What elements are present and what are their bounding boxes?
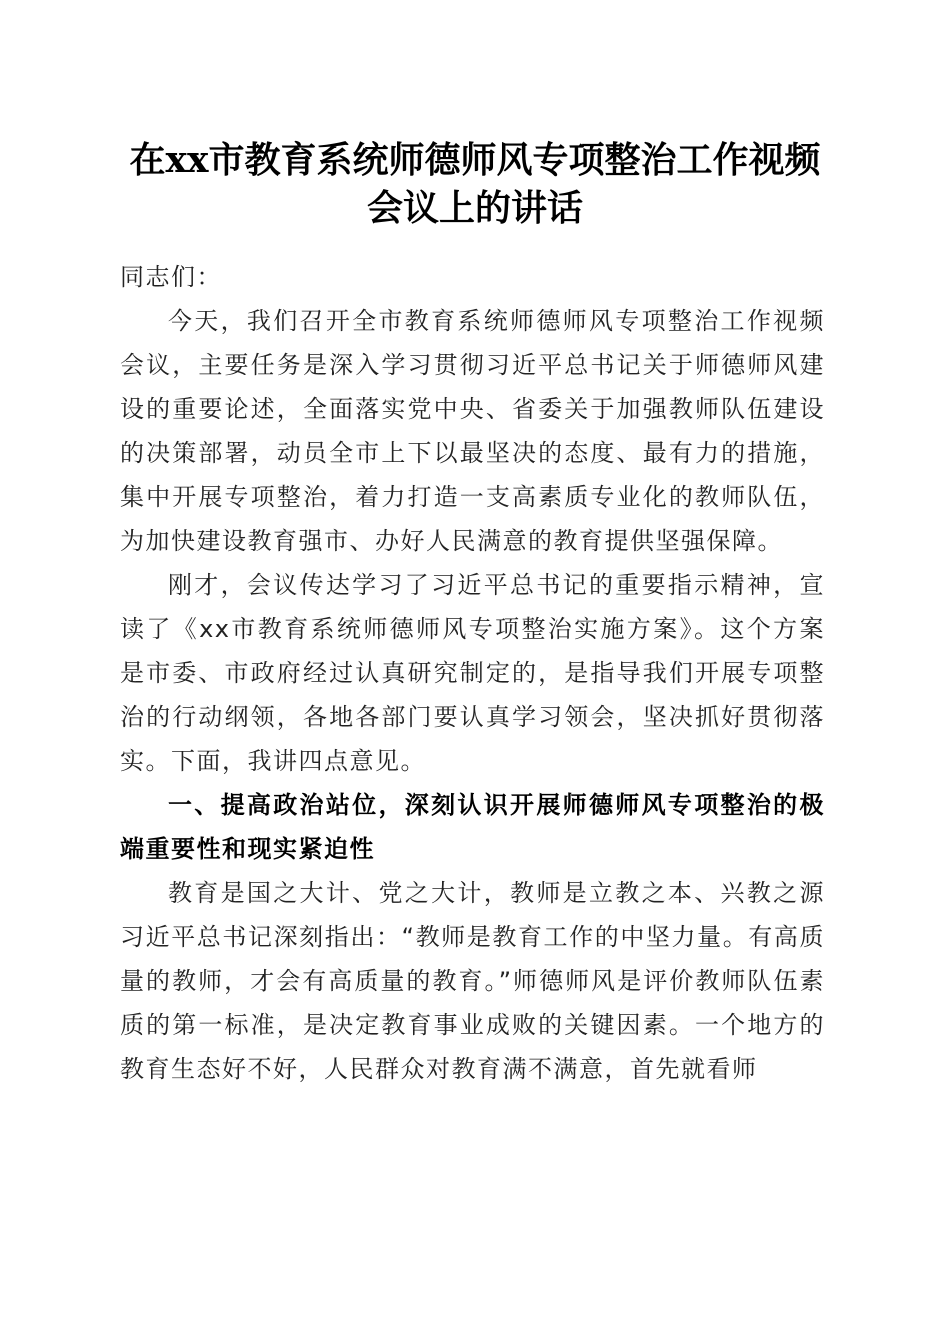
section-1-heading: 一、提高政治站位，深刻认识开展师德师风专项整治的极端重要性和现实紧迫性	[120, 791, 825, 863]
title-line-1: 在xx市教育系统师德师风专项整治工作视频	[129, 139, 821, 181]
document-body	[120, 255, 825, 1091]
document-title	[100, 136, 850, 232]
title-line-2: 会议上的讲话	[366, 187, 583, 229]
paragraph-3: 教育是国之大计、党之大计，教师是立教之本、兴教之源习近平总书记深刻指出：“教师是教育工作的中坚力量。有高质量的教师，才会有高质量的教育。”师德师风是评价教师队伍素质的第一标准，是决定教育事业成败的关键因素。一个地方的教育生态好不好，人民群众对教育满不满意，首先就看师	[120, 879, 825, 1083]
paragraph-2: 刚才，会议传达学习了习近平总书记的重要指示精神，宣读了《xx市教育系统师德师风专项整治实施方案》。这个方案是市委、市政府经过认真研究制定的，是指导我们开展专项整治的行动纲领，各地各部门要认真学习领会，坚决抓好贯彻落实。下面，我讲四点意见。	[120, 571, 825, 775]
greeting: 同志们：	[120, 263, 222, 291]
paragraph-1: 今天，我们召开全市教育系统师德师风专项整治工作视频会议，主要任务是深入学习贯彻习近平总书记关于师德师风建设的重要论述，全面落实党中央、省委关于加强教师队伍建设的决策部署，动员全市上下以最坚决的态度、最有力的措施，集中开展专项整治，着力打造一支高素质专业化的教师队伍，为加快建设教育强市、办好人民满意的教育提供坚强保障。	[120, 307, 825, 555]
